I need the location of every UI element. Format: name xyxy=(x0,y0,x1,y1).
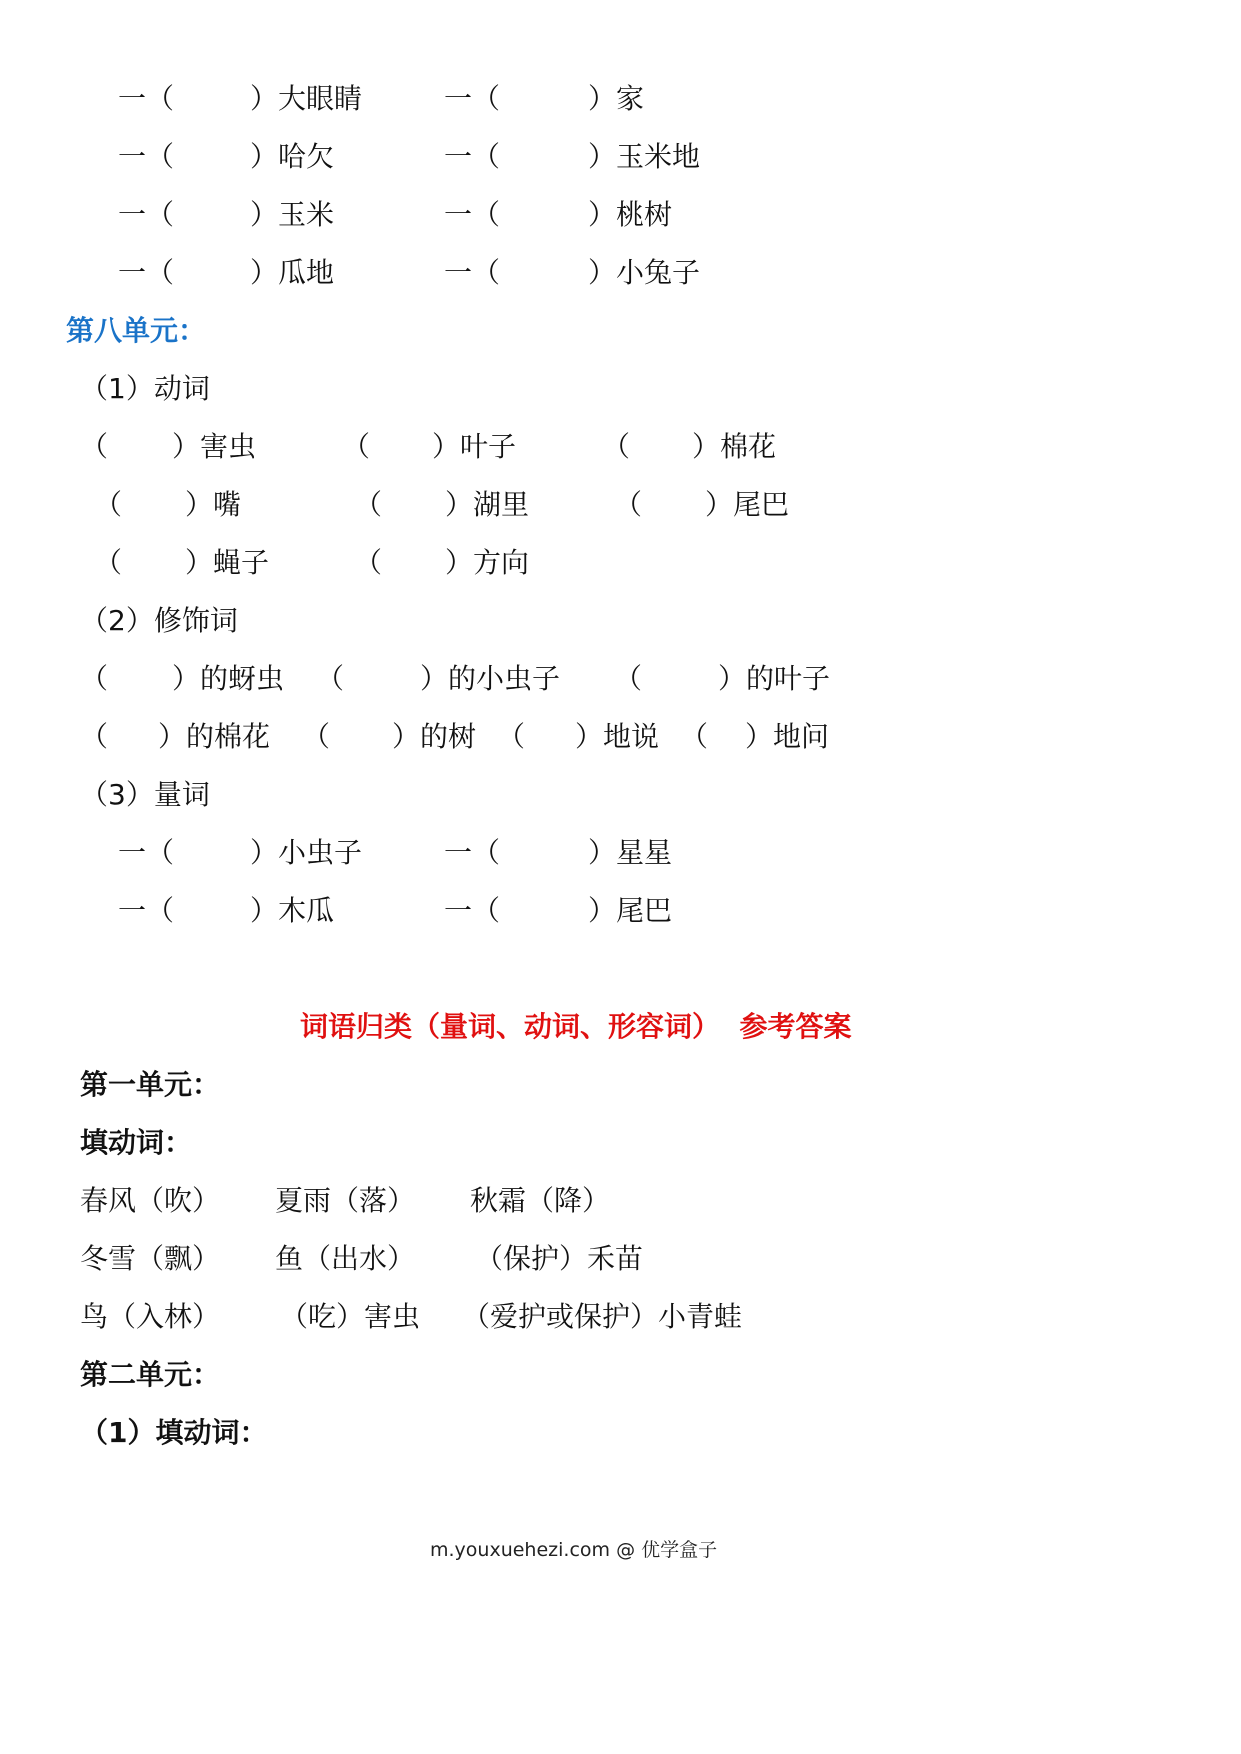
word: ）家 xyxy=(588,82,645,115)
bracket: （ xyxy=(497,720,526,753)
word: ）的树 xyxy=(392,720,477,753)
answer-item: （爱护或保护）小青蛙 xyxy=(462,1300,743,1333)
bracket: （ xyxy=(342,430,371,463)
bracket: （ xyxy=(80,430,109,463)
word: ）桃树 xyxy=(588,198,673,231)
bracket: （ xyxy=(614,488,643,521)
prefix: 一（ xyxy=(118,82,175,115)
word: ）地问 xyxy=(745,720,830,753)
word: ）大眼睛 xyxy=(250,82,363,115)
word: ）方向 xyxy=(445,546,530,579)
verbs-label: （1）动词 xyxy=(80,372,210,405)
bracket: （ xyxy=(680,720,709,753)
word: ）尾巴 xyxy=(588,894,673,927)
word: ）的小虫子 xyxy=(420,662,561,695)
bracket: （ xyxy=(302,720,331,753)
prefix: 一（ xyxy=(444,836,501,869)
prefix: 一（ xyxy=(118,198,175,231)
answer-item: （吃）害虫 xyxy=(280,1300,421,1333)
word: ）瓜地 xyxy=(250,256,335,289)
prefix: 一（ xyxy=(444,82,501,115)
modifiers-label: （2）修饰词 xyxy=(80,604,238,637)
prefix: 一（ xyxy=(444,140,501,173)
word: ）哈欠 xyxy=(250,140,335,173)
word: ）玉米地 xyxy=(588,140,701,173)
word: ）的叶子 xyxy=(718,662,831,695)
answer-item: 鱼（出水） xyxy=(275,1242,416,1275)
bracket: （ xyxy=(614,662,643,695)
word: ）小兔子 xyxy=(588,256,701,289)
prefix: 一（ xyxy=(118,140,175,173)
answer-item: 春风（吹） xyxy=(80,1184,221,1217)
unit1-heading: 第一单元： xyxy=(80,1068,221,1101)
bracket: （ xyxy=(354,488,383,521)
word: ）叶子 xyxy=(432,430,517,463)
bracket: （ xyxy=(94,546,123,579)
word: ）尾巴 xyxy=(705,488,790,521)
unit8-heading: 第八单元： xyxy=(66,314,207,347)
answer-item: 鸟（入林） xyxy=(80,1300,221,1333)
answer-item: （保护）禾苗 xyxy=(475,1242,644,1275)
word: ）害虫 xyxy=(172,430,257,463)
bracket: （ xyxy=(94,488,123,521)
bracket: （ xyxy=(316,662,345,695)
prefix: 一（ xyxy=(444,198,501,231)
word: ）蝇子 xyxy=(185,546,270,579)
word: ）小虫子 xyxy=(250,836,363,869)
word: ）地说 xyxy=(575,720,660,753)
unit2-heading: 第二单元： xyxy=(80,1358,221,1391)
word: ）木瓜 xyxy=(250,894,335,927)
prefix: 一（ xyxy=(444,894,501,927)
footer-watermark: m.youxuehezi.com @ 优学盒子 xyxy=(430,1539,718,1561)
measure-label: （3）量词 xyxy=(80,778,210,811)
prefix: 一（ xyxy=(118,256,175,289)
word: ）的蚜虫 xyxy=(172,662,285,695)
bracket: （ xyxy=(80,720,109,753)
word: ）的棉花 xyxy=(158,720,271,753)
bracket: （ xyxy=(354,546,383,579)
answer-item: 夏雨（落） xyxy=(275,1184,416,1217)
bracket: （ xyxy=(80,662,109,695)
word: ）星星 xyxy=(588,836,673,869)
word: ）嘴 xyxy=(185,488,242,521)
unit1-subheading: 填动词： xyxy=(80,1126,193,1159)
answer-item: 秋霜（降） xyxy=(470,1184,611,1217)
bracket: （ xyxy=(602,430,631,463)
prefix: 一（ xyxy=(118,894,175,927)
word: ）棉花 xyxy=(692,430,777,463)
answer-title: 词语归类（量词、动词、形容词） 参考答案 xyxy=(300,1010,852,1043)
unit2-subheading: （1）填动词： xyxy=(80,1416,268,1449)
word: ）玉米 xyxy=(250,198,335,231)
word: ）湖里 xyxy=(445,488,530,521)
answer-item: 冬雪（飘） xyxy=(80,1242,221,1275)
prefix: 一（ xyxy=(444,256,501,289)
prefix: 一（ xyxy=(118,836,175,869)
